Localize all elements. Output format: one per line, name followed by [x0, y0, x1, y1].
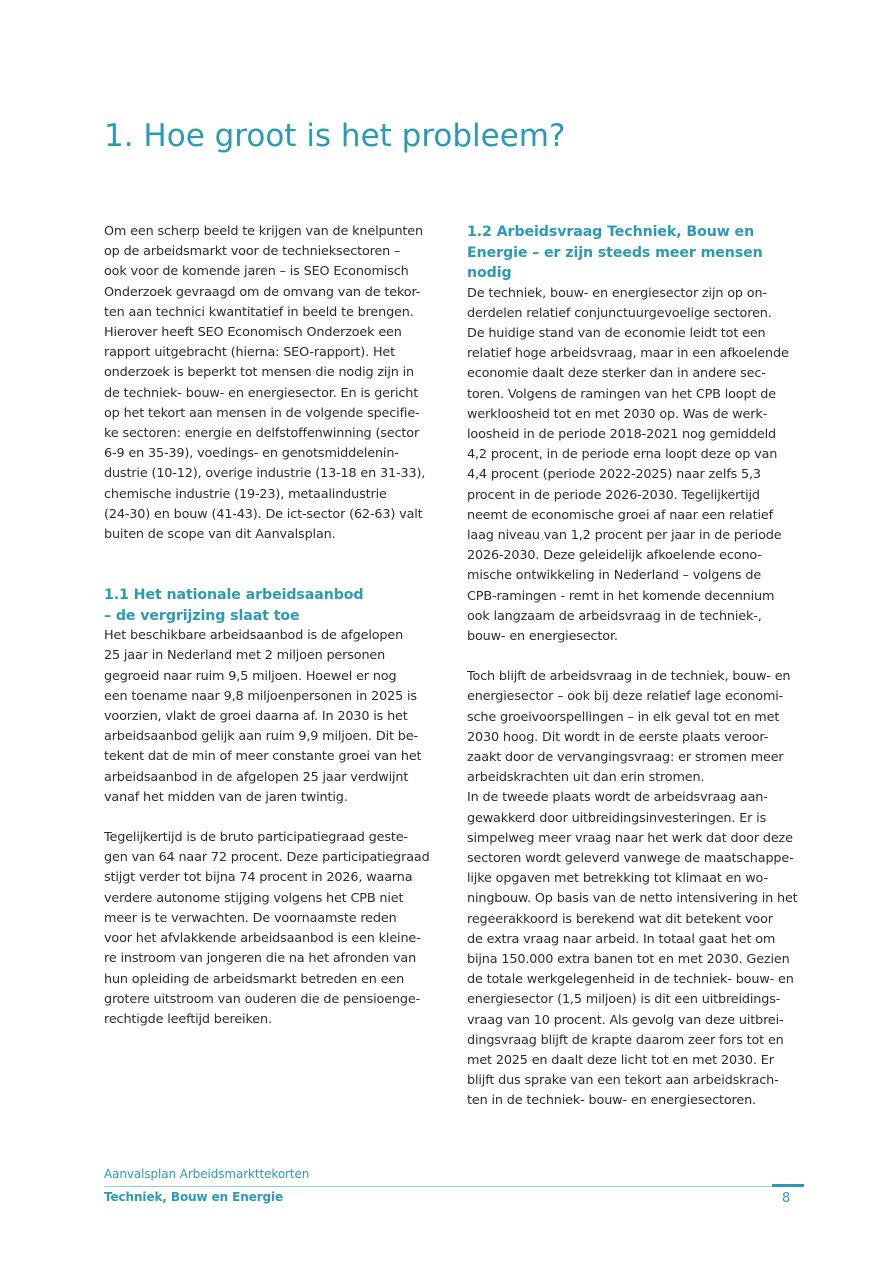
text-line: de extra vraag naar arbeid. In totaal gaat het om [467, 931, 776, 947]
text-line: buiten de scope van dit Aanvalsplan. [104, 527, 336, 543]
text-line: 25 jaar in Nederland met 2 miljoen personen [104, 648, 386, 664]
text-line: met 2025 en daalt deze licht tot en met 2030. Er [467, 1053, 774, 1069]
text-line: bouw- en energiesector. [467, 628, 618, 644]
text-line: sectoren wordt geleverd vanwege de maatschappe- [467, 850, 794, 866]
text-line: Om een scherp beeld te krijgen van de knelpunten [104, 224, 423, 239]
text-line: – de vergrijzing slaat toe [104, 607, 300, 624]
section-heading-1-2 [467, 222, 801, 284]
text-line: arbeidsaanbod gelijk aan ruim 9,9 miljoen. Dit be- [104, 729, 418, 745]
text-line: de techniek- bouw- en energiesector. En is gericht [104, 385, 419, 401]
intro-paragraph [104, 222, 438, 545]
text-line: derdelen relatief conjunctuurgevoelige sectoren. [467, 305, 772, 321]
text-line: zaakt door de vervangingsvraag: er stromen meer [467, 749, 784, 765]
text-line: op het tekort aan mensen in de volgende specifie- [104, 405, 420, 421]
page-number: 8 [782, 1191, 791, 1206]
section-1-2-paragraph-1 [467, 284, 801, 648]
text-line: Energie – er zijn steeds meer mensen [467, 244, 763, 261]
text-line: ten in de techniek- bouw- en energiesectoren. [467, 1093, 756, 1109]
text-line: dingsvraag blijft de krapte daarom zeer fors tot en [467, 1032, 784, 1048]
text-line: chemische industrie (19-23), metaalindustrie [104, 486, 387, 502]
text-line: In de tweede plaats wordt de arbeidsvraag aan- [467, 790, 768, 806]
text-line: tekent dat de min of meer constante groei van het [104, 749, 422, 765]
text-line: De huidige stand van de economie leidt tot een [467, 325, 766, 341]
text-line: grotere uitstroom van ouderen die de pensioenge- [104, 991, 421, 1007]
text-line: werkloosheid tot en met 2030 op. Was de werk- [467, 406, 768, 422]
text-line: vanaf het midden van de jaren twintig. [104, 789, 348, 805]
text-line: (24-30) en bouw (41-43). De ict-sector (62-63) valt [104, 506, 423, 522]
text-line: bijna 150.000 extra banen tot en met 2030. Gezien [467, 952, 790, 967]
text-line: 4,2 procent, in de periode erna loopt deze op van [467, 447, 778, 463]
text-line: procent in de periode 2026-2030. Tegelijkertijd [467, 487, 760, 503]
text-line: voor het afvlakkende arbeidsaanbod is een kleine- [104, 931, 421, 947]
text-line: De techniek, bouw- en energiesector zijn op on- [467, 285, 767, 301]
text-line: loosheid in de periode 2018-2021 nog gemiddeld [467, 426, 776, 442]
section-1-1-paragraph-1 [104, 626, 438, 808]
text-line: onderzoek is beperkt tot mensen die nodig zijn in [104, 365, 414, 381]
text-line: meer is te verwachten. De voornaamste reden [104, 910, 397, 926]
text-line: rapport uitgebracht (hierna: SEO-rapport). Het [104, 345, 396, 361]
footer-document-title: Aanvalsplan Arbeidsmarkttekorten [104, 1167, 310, 1181]
text-line: ook voor de komende jaren – is SEO Economisch [104, 264, 409, 280]
text-line: gen van 64 naar 72 procent. Deze participatiegraad [104, 850, 430, 866]
right-column [467, 222, 801, 1112]
page-title: 1. Hoe groot is het probleem? [104, 118, 566, 154]
text-line: op de arbeidsmarkt voor de technieksectoren – [104, 244, 401, 260]
text-line: arbeidsaanbod in de afgelopen 25 jaar verdwijnt [104, 769, 409, 785]
text-line: blijft dus sprake van een tekort aan arbeidskrach- [467, 1073, 779, 1089]
text-line: neemt de economische groei af naar een relatief [467, 507, 773, 523]
text-line: hun opleiding de arbeidsmarkt betreden en een [104, 971, 405, 987]
text-line: ke sectoren: energie en delfstoffenwinning (sector [104, 426, 420, 442]
section-heading-1-1 [104, 585, 438, 626]
text-line: 2026-2030. Deze geleidelijk afkoelende econo- [467, 548, 762, 564]
text-line: Tegelijkertijd is de bruto participatiegraad geste- [104, 830, 408, 846]
text-line: een toename naar 9,8 miljoenpersonen in 2025 is [104, 688, 417, 704]
text-line: verdere autonome stijging volgens het CPB niet [104, 890, 404, 906]
text-line: 6-9 en 35-39), voedings- en genotsmiddelenin- [104, 446, 399, 462]
text-line: energiesector – ook bij deze relatief lage economi- [467, 689, 784, 705]
text-line: stijgt verder tot bijna 74 procent in 2026, waarna [104, 870, 413, 886]
text-line: mische ontwikkeling in Nederland – volgens de [467, 568, 762, 584]
text-line: regeerakkoord is berekend wat dit betekent voor [467, 911, 773, 927]
text-line: de totale werkgelegenheid in de techniek- bouw- en [467, 972, 794, 988]
left-column [104, 222, 438, 1030]
text-line: 2030 hoog. Dit wordt in de eerste plaats veroor- [467, 729, 769, 745]
text-line: ningbouw. Op basis van de netto intensivering in het [467, 891, 798, 907]
text-line: 4,4 procent (periode 2022-2025) naar zelfs 5,3 [467, 467, 761, 483]
footer-divider [104, 1186, 804, 1187]
text-line: vraag van 10 procent. Als gevolg van deze uitbrei- [467, 1012, 784, 1028]
text-line: Het beschikbare arbeidsaanbod is de afgelopen [104, 628, 404, 644]
text-line: nodig [467, 265, 512, 281]
text-line: economie daalt deze sterker dan in andere sec- [467, 366, 766, 382]
text-line: toren. Volgens de ramingen van het CPB loopt de [467, 386, 776, 402]
section-1-1-paragraph-2 [104, 828, 438, 1030]
text-line: dustrie (10-12), overige industrie (13-18 en 31-33), [104, 466, 426, 482]
text-line: ook langzaam de arbeidsvraag in de techniek-, [467, 608, 762, 624]
text-line: relatief hoge arbeidsvraag, maar in een afkoelende [467, 346, 789, 362]
text-line: laag niveau van 1,2 procent per jaar in de periode [467, 527, 782, 543]
text-line: 1.1 Het nationale arbeidsaanbod [104, 587, 364, 604]
text-line: CPB-ramingen - remt in het komende decennium [467, 588, 775, 604]
section-1-2-paragraph-2 [467, 667, 801, 1111]
text-line: energiesector (1,5 miljoen) is dit een uitbreidings- [467, 992, 781, 1008]
text-line: Hierover heeft SEO Economisch Onderzoek een [104, 325, 402, 341]
text-line: gegroeid naar ruim 9,5 miljoen. Hoewel er nog [104, 668, 397, 684]
text-line: rechtigde leeftijd bereiken. [104, 1011, 272, 1027]
text-line: sche groeivoorspellingen – in elk geval tot en met [467, 709, 780, 725]
text-line: ten aan technici kwantitatief in beeld te brengen. [104, 304, 414, 320]
text-line: 1.2 Arbeidsvraag Techniek, Bouw en [467, 224, 755, 240]
text-line: arbeidskrachten uit dan erin stromen. [467, 770, 705, 786]
text-line: voorzien, vlakt de groei daarna af. In 2030 is het [104, 709, 408, 725]
text-line: Toch blijft de arbeidsvraag in de techniek, bouw- en [467, 669, 791, 685]
text-line: re instroom van jongeren die na het afronden van [104, 951, 417, 967]
footer-document-subtitle: Techniek, Bouw en Energie [104, 1190, 284, 1204]
text-line: simpelweg meer vraag naar het werk dat door deze [467, 830, 793, 846]
footer-accent-bar [772, 1184, 804, 1187]
text-line: Onderzoek gevraagd om de omvang van de tekor- [104, 284, 421, 300]
text-line: lijke opgaven met betrekking tot klimaat en wo- [467, 871, 768, 887]
text-line: gewakkerd door uitbreidingsinvesteringen. Er is [467, 810, 767, 826]
